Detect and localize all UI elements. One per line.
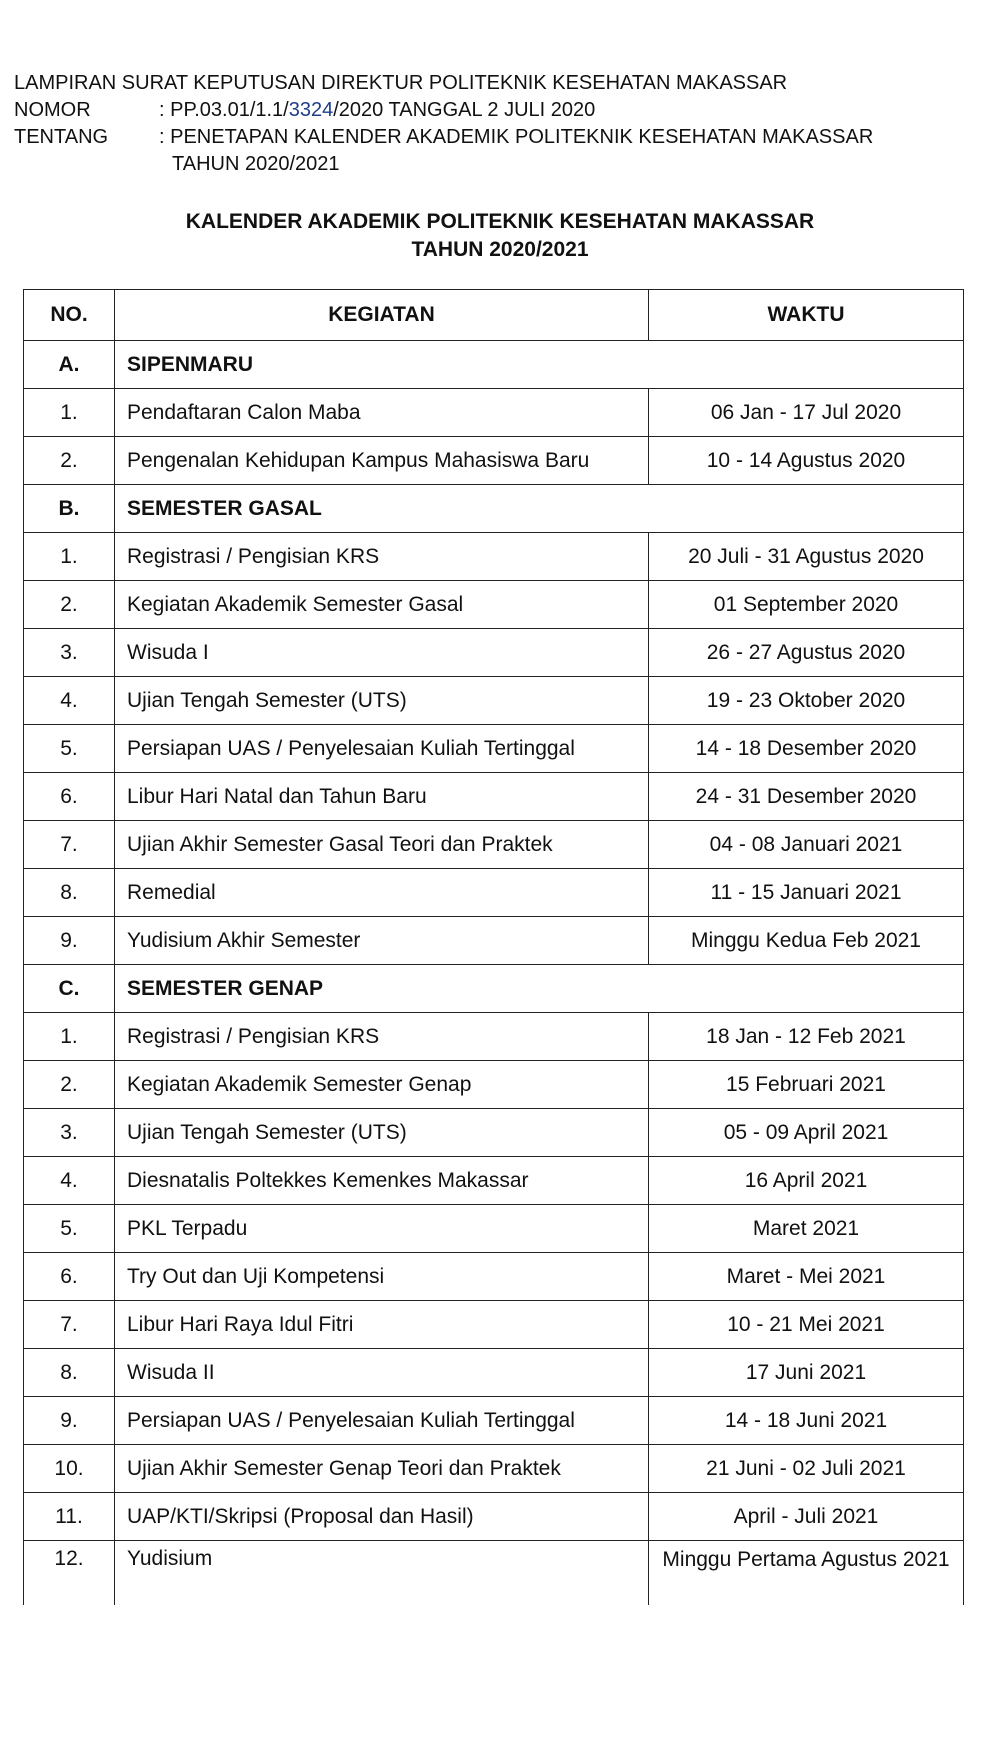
- section-code: A.: [24, 341, 115, 389]
- row-kegiatan: UAP/KTI/Skripsi (Proposal dan Hasil): [115, 1493, 649, 1541]
- table-row: [24, 533, 964, 581]
- row-kegiatan: Wisuda I: [115, 629, 649, 677]
- table-row: [24, 677, 964, 725]
- row-waktu: 15 Februari 2021: [649, 1061, 964, 1109]
- section-row-sipenmaru: [24, 341, 964, 389]
- row-no: 7.: [24, 1301, 115, 1349]
- row-no: 12.: [24, 1541, 115, 1606]
- page-title: [0, 208, 1000, 264]
- row-waktu: 05 - 09 April 2021: [649, 1109, 964, 1157]
- row-no: 1.: [24, 389, 115, 437]
- row-kegiatan: Ujian Tengah Semester (UTS): [115, 677, 649, 725]
- row-no: 2.: [24, 581, 115, 629]
- row-waktu: 18 Jan - 12 Feb 2021: [649, 1013, 964, 1061]
- calendar-table: [23, 289, 964, 1605]
- row-kegiatan: Persiapan UAS / Penyelesaian Kuliah Tertinggal: [115, 1397, 649, 1445]
- row-kegiatan: Kegiatan Akademik Semester Gasal: [115, 581, 649, 629]
- lampiran-text: LAMPIRAN SURAT KEPUTUSAN DIREKTUR POLITEKNIK KESEHATAN MAKASSAR: [14, 72, 788, 94]
- row-kegiatan: Ujian Tengah Semester (UTS): [115, 1109, 649, 1157]
- table-row: [24, 773, 964, 821]
- row-kegiatan: Try Out dan Uji Kompetensi: [115, 1253, 649, 1301]
- nomor-value: [159, 97, 974, 124]
- table-row: [24, 437, 964, 485]
- table-row: [24, 725, 964, 773]
- tentang-value-2: TAHUN 2020/2021: [172, 153, 340, 175]
- row-waktu: 11 - 15 Januari 2021: [649, 869, 964, 917]
- section-code: C.: [24, 965, 115, 1013]
- row-waktu: 26 - 27 Agustus 2020: [649, 629, 964, 677]
- table-row: [24, 869, 964, 917]
- header-waktu: WAKTU: [649, 290, 964, 341]
- table-row: [24, 629, 964, 677]
- row-waktu: 10 - 21 Mei 2021: [649, 1301, 964, 1349]
- lampiran-line: [14, 70, 974, 97]
- nomor-suffix: /2020 TANGGAL 2 JULI 2020: [333, 99, 596, 121]
- table-row: [24, 1253, 964, 1301]
- row-no: 6.: [24, 1253, 115, 1301]
- tentang-line: [14, 124, 974, 151]
- table-row: [24, 1157, 964, 1205]
- table-row: [24, 1349, 964, 1397]
- row-kegiatan: Ujian Akhir Semester Genap Teori dan Praktek: [115, 1445, 649, 1493]
- row-kegiatan: Libur Hari Raya Idul Fitri: [115, 1301, 649, 1349]
- table-row: [24, 917, 964, 965]
- table-row: [24, 1013, 964, 1061]
- title-line-1: KALENDER AKADEMIK POLITEKNIK KESEHATAN MAKASSAR: [185, 210, 815, 233]
- nomor-label: NOMOR: [14, 99, 91, 121]
- row-waktu: Maret - Mei 2021: [649, 1253, 964, 1301]
- row-no: 4.: [24, 1157, 115, 1205]
- table-row: [24, 1109, 964, 1157]
- row-waktu: April - Juli 2021: [649, 1493, 964, 1541]
- section-code: B.: [24, 485, 115, 533]
- row-waktu: 04 - 08 Januari 2021: [649, 821, 964, 869]
- row-no: 9.: [24, 1397, 115, 1445]
- row-kegiatan: Registrasi / Pengisian KRS: [115, 533, 649, 581]
- row-kegiatan: Registrasi / Pengisian KRS: [115, 1013, 649, 1061]
- row-kegiatan: Kegiatan Akademik Semester Genap: [115, 1061, 649, 1109]
- tentang-line-2: [14, 151, 974, 178]
- table-row: [24, 1061, 964, 1109]
- row-waktu: 20 Juli - 31 Agustus 2020: [649, 533, 964, 581]
- row-no: 6.: [24, 773, 115, 821]
- section-row-semester-genap: [24, 965, 964, 1013]
- row-waktu: 06 Jan - 17 Jul 2020: [649, 389, 964, 437]
- row-kegiatan: Pendaftaran Calon Maba: [115, 389, 649, 437]
- table-row: [24, 581, 964, 629]
- title-line-2: TAHUN 2020/2021: [411, 238, 589, 261]
- table-row: [24, 1301, 964, 1349]
- nomor-number: 3324: [288, 99, 334, 121]
- table-row: [24, 1493, 964, 1541]
- table-row: [24, 1205, 964, 1253]
- row-kegiatan: Diesnatalis Poltekkes Kemenkes Makassar: [115, 1157, 649, 1205]
- table-row: [24, 1445, 964, 1493]
- row-no: 4.: [24, 677, 115, 725]
- row-waktu: 14 - 18 Juni 2021: [649, 1397, 964, 1445]
- row-no: 8.: [24, 1349, 115, 1397]
- row-no: 3.: [24, 629, 115, 677]
- row-waktu: 16 April 2021: [649, 1157, 964, 1205]
- row-waktu: Maret 2021: [649, 1205, 964, 1253]
- table-header-row: [24, 290, 964, 341]
- row-waktu: Minggu Pertama Agustus 2021: [649, 1541, 964, 1606]
- row-no: 8.: [24, 869, 115, 917]
- row-waktu: 17 Juni 2021: [649, 1349, 964, 1397]
- row-no: 2.: [24, 1061, 115, 1109]
- row-waktu: 01 September 2020: [649, 581, 964, 629]
- row-waktu: Minggu Kedua Feb 2021: [649, 917, 964, 965]
- row-no: 3.: [24, 1109, 115, 1157]
- row-kegiatan: PKL Terpadu: [115, 1205, 649, 1253]
- section-title: SEMESTER GENAP: [115, 965, 964, 1013]
- row-waktu: 10 - 14 Agustus 2020: [649, 437, 964, 485]
- row-kegiatan: Ujian Akhir Semester Gasal Teori dan Praktek: [115, 821, 649, 869]
- row-kegiatan: Libur Hari Natal dan Tahun Baru: [115, 773, 649, 821]
- row-waktu: 24 - 31 Desember 2020: [649, 773, 964, 821]
- row-kegiatan: Yudisium Akhir Semester: [115, 917, 649, 965]
- nomor-line: [14, 97, 974, 124]
- row-no: 1.: [24, 1013, 115, 1061]
- tentang-label: TENTANG: [14, 126, 109, 148]
- decree-header: [14, 70, 974, 178]
- row-no: 10.: [24, 1445, 115, 1493]
- row-waktu: 14 - 18 Desember 2020: [649, 725, 964, 773]
- table-row: [24, 1397, 964, 1445]
- row-kegiatan: Persiapan UAS / Penyelesaian Kuliah Tertinggal: [115, 725, 649, 773]
- row-no: 11.: [24, 1493, 115, 1541]
- row-waktu: 19 - 23 Oktober 2020: [649, 677, 964, 725]
- row-no: 5.: [24, 725, 115, 773]
- row-kegiatan: Remedial: [115, 869, 649, 917]
- section-title: SEMESTER GASAL: [115, 485, 964, 533]
- table-row: [24, 389, 964, 437]
- nomor-prefix: : PP.03.01/1.1/: [159, 99, 289, 121]
- row-no: 5.: [24, 1205, 115, 1253]
- row-kegiatan: Pengenalan Kehidupan Kampus Mahasiswa Baru: [115, 437, 649, 485]
- table-row: [24, 1541, 964, 1606]
- row-no: 2.: [24, 437, 115, 485]
- row-kegiatan: Yudisium: [115, 1541, 649, 1606]
- table-row: [24, 821, 964, 869]
- row-waktu: 21 Juni - 02 Juli 2021: [649, 1445, 964, 1493]
- row-no: 9.: [24, 917, 115, 965]
- header-no: NO.: [24, 290, 115, 341]
- section-title: SIPENMARU: [115, 341, 964, 389]
- section-row-semester-gasal: [24, 485, 964, 533]
- row-kegiatan: Wisuda II: [115, 1349, 649, 1397]
- tentang-value-1: : PENETAPAN KALENDER AKADEMIK POLITEKNIK KESEHATAN MAKASSAR: [159, 126, 874, 148]
- header-kegiatan: KEGIATAN: [115, 290, 649, 341]
- row-no: 7.: [24, 821, 115, 869]
- row-no: 1.: [24, 533, 115, 581]
